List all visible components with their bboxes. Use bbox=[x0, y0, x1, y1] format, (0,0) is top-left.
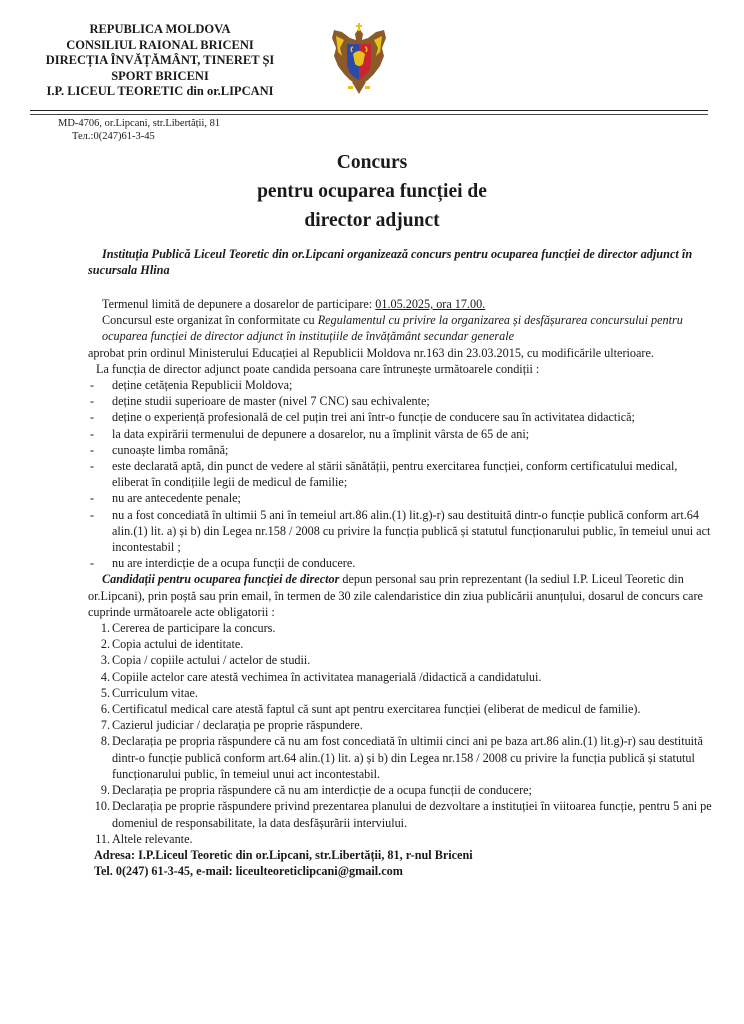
header-line-council: CONSILIUL RAIONAL BRICENI bbox=[66, 37, 254, 52]
item-text: Cererea de participare la concurs. bbox=[112, 621, 276, 636]
list-item bbox=[96, 636, 712, 652]
document-body bbox=[88, 296, 712, 880]
candidates-rest: depun personal sau prin reprezentant (la sediul I.P. Liceul Teoretic din or.Lipcani), prin poștă sau prin email, în termen de 30 zile calendaristice din ziua publicării anunțului, dosarul de concurs care cuprinde următoarele acte obligatorii : bbox=[88, 572, 703, 619]
item-number: 9. bbox=[100, 783, 110, 798]
header-divider-thin bbox=[30, 114, 708, 115]
document-title bbox=[0, 148, 744, 235]
school-address bbox=[58, 118, 220, 143]
item-number: 1. bbox=[100, 621, 110, 636]
item-text: Cazierul judiciar / declarația pe proprie răspundere. bbox=[112, 718, 363, 733]
deadline-label: Termenul limită de depunere a dosarelor de participare: bbox=[102, 297, 376, 311]
list-item: - deține studii superioare de master (nivel 7 CNC) sau echivalente; bbox=[96, 393, 712, 409]
list-item: - este declarată aptă, din punct de vedere al stării sănătății, pentru exercitarea funcției, conform certificatului medical, eliberat în condițiile legii de medicul de familie; bbox=[96, 458, 712, 490]
item-text: Copia actului de identitate. bbox=[112, 637, 244, 652]
title-line-3: director adjunct bbox=[304, 210, 440, 231]
list-item bbox=[96, 782, 712, 798]
list-item: - deține cetățenia Republicii Moldova; bbox=[96, 377, 712, 393]
deadline-value: 01.05.2025, ora 17.00. bbox=[375, 297, 486, 311]
list-item bbox=[96, 733, 712, 782]
item-number: 8. bbox=[100, 734, 110, 749]
candidates-paragraph bbox=[88, 571, 712, 620]
list-item: - nu are interdicție de a ocupa funcții de conducere. bbox=[96, 555, 712, 571]
list-item bbox=[96, 669, 712, 685]
item-number: 4. bbox=[100, 669, 110, 684]
item-text: Copiile actelor care atestă vechimea în activitatea managerială /didactică a candidatului. bbox=[112, 669, 542, 684]
institution-header bbox=[30, 22, 290, 100]
header-line-school: I.P. LICEUL TEORETIC din or.LIPCANI bbox=[46, 84, 274, 98]
item-number: 7. bbox=[100, 718, 110, 733]
list-item bbox=[96, 798, 712, 830]
item-number: 5. bbox=[100, 685, 110, 700]
address-line: MD-4706, or.Lipcani, str.Libertății, 81 bbox=[58, 118, 221, 129]
item-text: Curriculum vitae. bbox=[112, 685, 198, 700]
list-item: - cunoaște limba română; bbox=[96, 442, 712, 458]
header-line-republic: REPUBLICA MOLDOVA bbox=[89, 22, 231, 36]
item-number: 3. bbox=[100, 653, 110, 668]
deadline-paragraph bbox=[88, 296, 712, 312]
header-line-direction: DIRECȚIA ÎNVĂȚĂMÂNT, TINERET ȘI bbox=[45, 53, 275, 67]
list-item: - nu a fost concediată în ultimii 5 ani în temeiul art.86 alin.(1) lit.g)-r) sau destituită dintr-o funcție publică conform art.64 alin.(1) lit. a) și b) din Legea nr.158 / 2008 cu privire la funcția publică și statutul funcționarului public, în temeiul unui act incontestabil ; bbox=[96, 507, 712, 556]
item-number: 10. bbox=[94, 799, 110, 814]
conditions-list bbox=[96, 377, 712, 571]
regulation-post-paragraph bbox=[88, 345, 712, 361]
item-text: Declarația pe proprie răspundere privind prezentarea planului de dezvoltare a instituției în viitoarea funcție, pentru 5 ani pe domeniul de responsabilitate, la data desfășurării interviului. bbox=[112, 799, 712, 830]
list-item: - nu are antecedente penale; bbox=[96, 490, 712, 506]
candidates-lead: Candidații pentru ocuparea funcției de director bbox=[102, 572, 340, 587]
header-divider bbox=[30, 110, 708, 111]
item-number: 6. bbox=[100, 702, 110, 717]
footer-address: Adresa: I.P.Liceul Teoretic din or.Lipcani, str.Libertății, 81, r-nul Briceni bbox=[94, 847, 473, 862]
list-item: - deține o experiență profesională de cel puțin trei ani într-o funcție de conducere sau în activitatea didactică; bbox=[96, 409, 712, 425]
documents-list bbox=[96, 620, 712, 847]
regulation-post: aprobat prin ordinul Ministerului Educației al Republicii Moldova nr.163 din 23.03.2015, cu modificările ulterioare. bbox=[88, 345, 654, 360]
title-line-2: pentru ocuparea funcției de bbox=[257, 181, 487, 202]
intro-paragraph: Instituția Publică Liceul Teoretic din or.Lipcani organizează concurs pentru ocuparea funcției de director adjunct în sucursala Hlina bbox=[88, 247, 693, 277]
header-line-sport: SPORT BRICENI bbox=[111, 68, 209, 83]
list-item bbox=[96, 652, 712, 668]
item-number: 11. bbox=[95, 831, 110, 846]
phone-line: Тел.:0(247)61-3-45 bbox=[72, 130, 155, 142]
list-item bbox=[96, 620, 712, 636]
list-item: - la data expirării termenului de depunere a dosarelor, nu a împlinit vârsta de 65 de ani; bbox=[96, 426, 712, 442]
item-text: Declarația pe propria răspundere că nu am interdicție de a ocupa funcții de conducere; bbox=[112, 783, 532, 798]
conditions-intro: La funcția de director adjunct poate candida persoana care întrunește următoarele condiții : bbox=[96, 361, 540, 376]
regulation-pre: Concursul este organizat în conformitate cu bbox=[102, 313, 318, 328]
list-item bbox=[96, 831, 712, 847]
regulation-title: Regulamentul cu privire la organizarea și desfășurarea concursului pentru ocuparea funcției de director adjunct în instituțiile de învățământ secundar generale bbox=[102, 313, 683, 344]
item-text: Altele relevante. bbox=[112, 831, 193, 846]
list-item bbox=[96, 685, 712, 701]
list-item bbox=[96, 701, 712, 717]
regulation-paragraph bbox=[88, 312, 712, 344]
title-line-1: Concurs bbox=[336, 152, 408, 173]
list-item bbox=[96, 717, 712, 733]
item-text: Declarația pe propria răspundere că nu am fost concediată în ultimii cinci ani pe baza art.86 alin.(1) lit.g)-r) sau destituită dintr-o funcție publică conform art.64 alin.(1) lit. a) și b) din Legea nr.158 / 2008 cu privire la funcția publică și statutul funcționarului public, în temeiul unui act incontestabil. bbox=[112, 734, 703, 781]
item-text: Copia / copiile actului / actelor de studii. bbox=[112, 653, 311, 668]
footer-contact: Tel. 0(247) 61-3-45, e-mail: liceulteoreticlipcani@gmail.com bbox=[94, 864, 403, 879]
moldova-coat-of-arms-icon bbox=[326, 22, 392, 100]
item-text: Certificatul medical care atestă faptul că sunt apt pentru exercitarea funcției (eliberat de medicul de familie). bbox=[112, 702, 641, 717]
contact-footer bbox=[88, 847, 712, 880]
item-number: 2. bbox=[100, 637, 110, 652]
